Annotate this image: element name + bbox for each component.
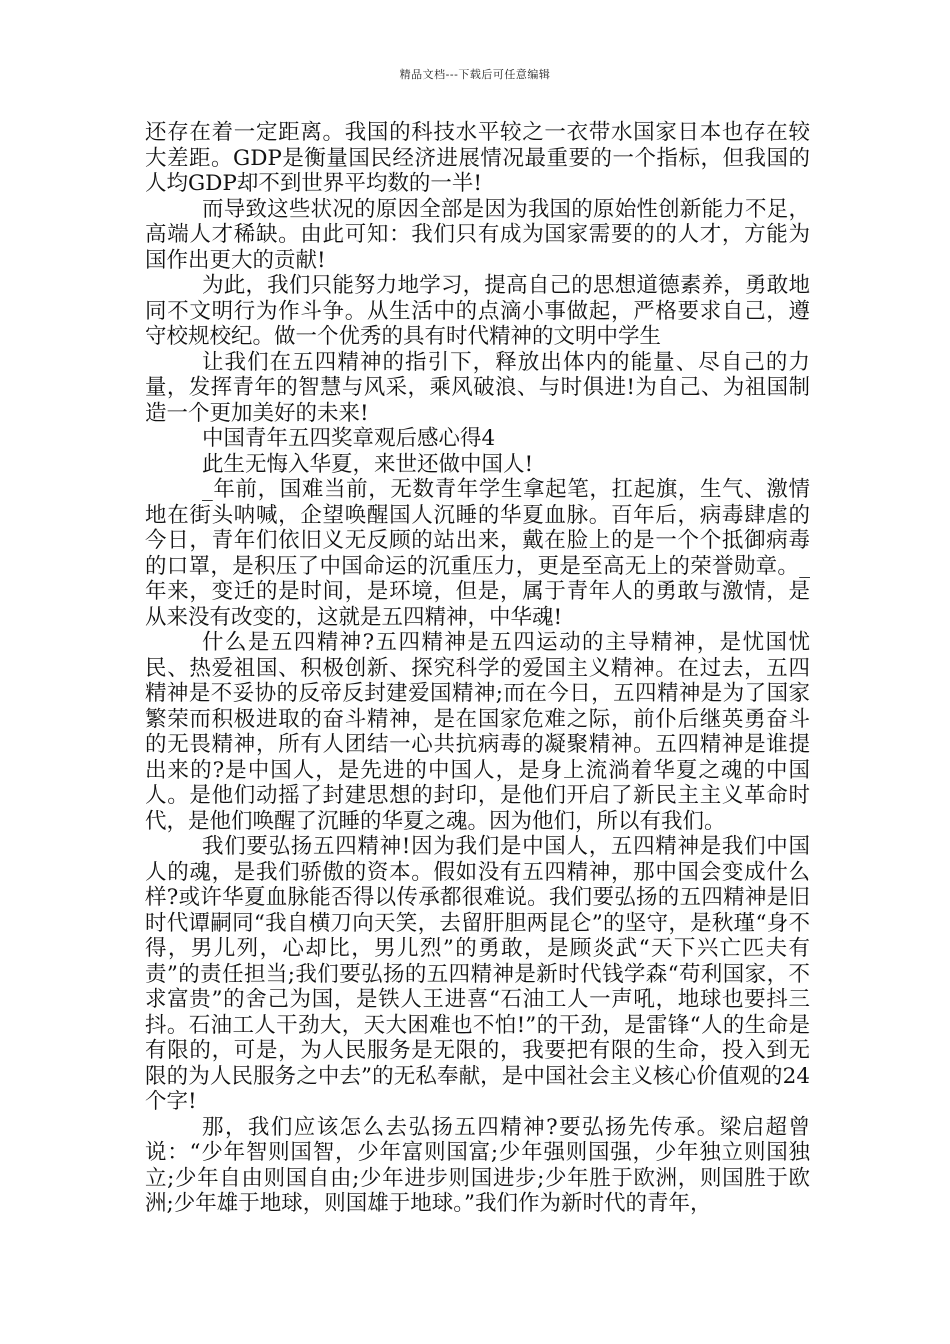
paragraph: 而导致这些状况的原因全部是因为我国的原始性创新能力不足，高端人才稀缺。由此可知：我们只有成为国家需要的的人才，方能为国作出更大的贡献! [145,196,810,273]
paragraph: 让我们在五四精神的指引下，释放出体内的能量、尽自己的力量，发挥青年的智慧与风采，乘风破浪、与时俱进!为自己、为祖国制造一个更加美好的未来! [145,349,810,426]
paragraph: 还存在着一定距离。我国的科技水平较之一衣带水国家日本也存在较大差距。GDP是衡量国民经济进展情况最重要的一个指标，但我国的人均GDP却不到世界平均数的一半! [145,120,810,196]
paragraph: 那，我们应该怎么去弘扬五四精神?要弘扬先传承。梁启超曾说：“少年智则国智，少年富则国富;少年强则国强，少年独立则国独立;少年自由则国自由;少年进步则国进步;少年胜于欧洲，则国胜于欧洲;少年雄于地球，则国雄于地球。”我们作为新时代的青年， [145,1114,810,1216]
page-header: 精品文档---下载后可任意编辑 [399,68,551,81]
section-title: 中国青年五四奖章观后感心得4 [202,426,496,451]
paragraph: _年前，国难当前，无数青年学生拿起笔，扛起旗，生气、激情地在街头呐喊，企望唤醒国人沉睡的华夏血脉。百年后，病毒肆虐的今日，青年们依旧义无反顾的站出来，戴在脸上的是一个个抵御病毒的口罩，是积压了中国命运的沉重压力，更是至高无上的荣誉勋章。_年来，变迁的是时间，是环境，但是，属于青年人的勇敢与激情，是从来没有改变的，这就是五四精神，中华魂! [145,477,810,630]
paragraph: 为此，我们只能努力地学习，提高自己的思想道德素养，勇敢地同不文明行为作斗争。从生活中的点滴小事做起，严格要求自己，遵守校规校纪。做一个优秀的具有时代精神的文明中学生 [145,273,810,349]
paragraph: 此生无悔入华夏，来世还做中国人! [202,451,534,477]
document-body [145,120,810,1217]
paragraph: 我们要弘扬五四精神!因为我们是中国人，五四精神是我们中国人的魂，是我们骄傲的资本。假如没有五四精神，那中国会变成什么样?或许华夏血脉能否得以传承都很难说。我们要弘扬的五四精神是旧时代谭嗣同“我自横刀向天笑，去留肝胆两昆仑”的坚守，是秋瑾“身不得，男儿列，心却比，男儿烈”的勇敢，是顾炎武“天下兴亡匹夫有责”的责任担当;我们要弘扬的五四精神是新时代钱学森“苟利国家，不求富贵”的舍己为国，是铁人王进喜“石油工人一声吼，地球也要抖三抖。石油工人干劲大，天大困难也不怕!”的干劲，是雷锋“人的生命是有限的，可是，为人民服务是无限的，我要把有限的生命，投入到无限的为人民服务之中去”的无私奉献，是中国社会主义核心价值观的24个字! [145,834,810,1114]
paragraph: 什么是五四精神?五四精神是五四运动的主导精神，是忧国忧民、热爱祖国、积极创新、探究科学的爱国主义精神。在过去，五四精神是不妥协的反帝反封建爱国精神;而在今日，五四精神是为了国家繁荣而积极进取的奋斗精神，是在国家危难之际，前仆后继英勇奋斗的无畏精神，所有人团结一心共抗病毒的凝聚精神。五四精神是谁提出来的?是中国人，是先进的中国人，是身上流淌着华夏之魂的中国人。是他们动摇了封建思想的封印，是他们开启了新民主主义革命时代，是他们唤醒了沉睡的华夏之魂。因为他们，所以有我们。 [145,630,810,834]
